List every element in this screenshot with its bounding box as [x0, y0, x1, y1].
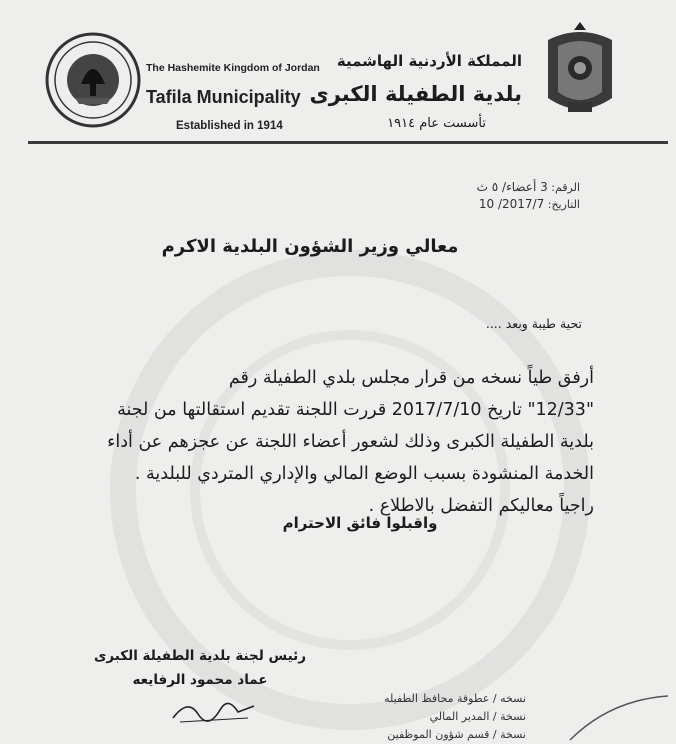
- signatory-name: عماد محمود الرفايعه: [132, 672, 268, 688]
- signatory-title: رئيس لجنة بلدية الطفيلة الكبرى: [94, 648, 306, 664]
- bottom-right-stamp-mark: [560, 690, 670, 744]
- en-kingdom-label: The Hashemite Kingdom of Jordan: [146, 62, 320, 74]
- body-line: "12/33" تاريخ 2017/7/10 قررت اللجنة تقديم استقالتها من لجنة: [117, 400, 594, 420]
- copy-line: نسخة / المدير المالي: [429, 710, 526, 723]
- date-value: 2017/7/ 10: [478, 197, 545, 211]
- municipality-seal-icon: [45, 32, 141, 128]
- ar-kingdom-label: المملكة الأردنية الهاشمية: [336, 52, 522, 70]
- reference-value: 3 أعضاء/ ٥ ث: [476, 180, 548, 194]
- reference-label: الرقم:: [551, 181, 580, 194]
- ar-municipality-title: بلدية الطفيلة الكبرى: [309, 82, 522, 106]
- coat-of-arms-icon: [540, 18, 620, 126]
- handwritten-signature-icon: [168, 688, 258, 728]
- addressee-heading: معالي وزير الشؤون البلدية الاكرم: [161, 236, 459, 257]
- header-divider: [28, 141, 668, 144]
- reference-line: [410, 180, 580, 194]
- en-municipality-title: Tafila Municipality: [146, 87, 301, 107]
- copy-line: نسخه / عطوفة محافظ الطفيله: [384, 692, 526, 705]
- letter-body: [104, 362, 594, 522]
- body-line: الخدمة المنشودة بسبب الوضع المالي والإداري المتردي للبلدية .: [134, 464, 594, 484]
- date-line: [410, 197, 580, 211]
- en-established-label: Established in 1914: [176, 120, 283, 132]
- body-line: أرفق طياً نسخه من قرار مجلس بلدي الطفيلة رقم: [228, 368, 594, 388]
- copy-line: نسخة / قسم شؤون الموظفين: [387, 728, 526, 741]
- ar-established-label: تأسست عام ١٩١٤: [387, 116, 486, 131]
- body-line: راجياً معاليكم التفضل بالاطلاع .: [368, 496, 594, 516]
- body-line: بلدية الطفيلة الكبرى وذلك لشعور أعضاء اللجنة عن عجزهم عن أداء: [107, 432, 594, 452]
- closing-line: واقبلوا فائق الاحترام: [282, 514, 438, 532]
- date-label: التاريخ:: [547, 198, 580, 211]
- greeting-line: تحية طيبة وبعد ....: [485, 316, 582, 331]
